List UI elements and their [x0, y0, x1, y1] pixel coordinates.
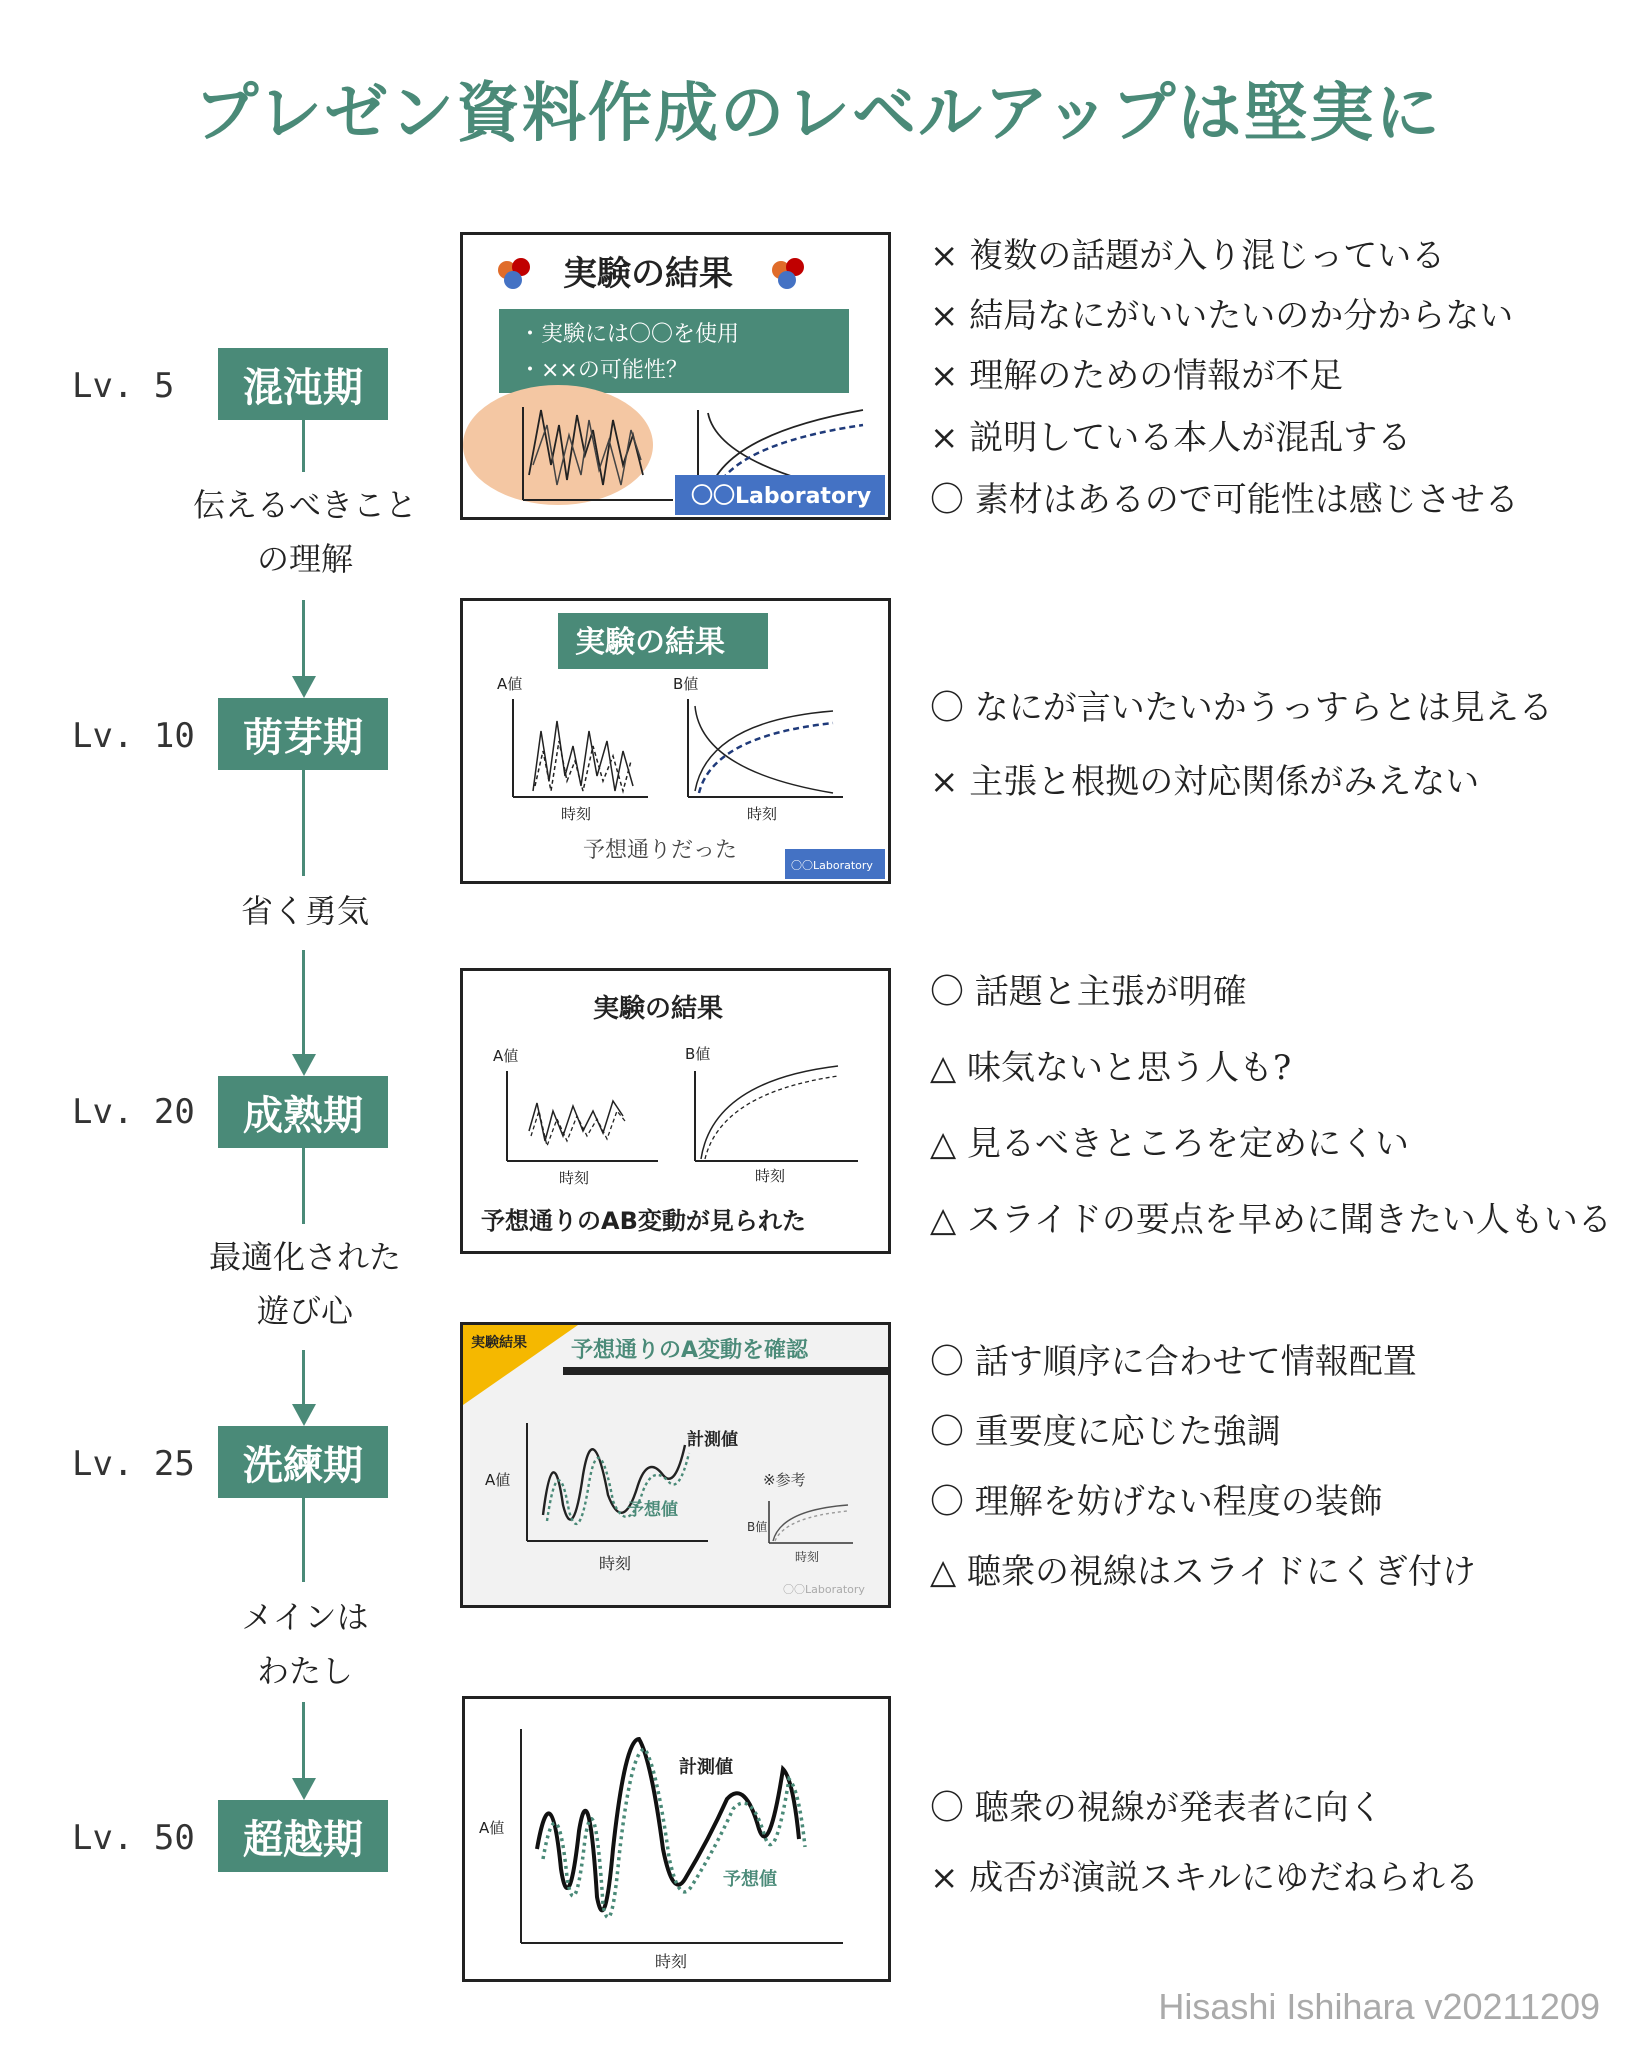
lab-label: 〇〇Laboratory	[791, 859, 873, 872]
stage-box-refined: 洗練期	[218, 1426, 388, 1498]
slide-sprout	[460, 598, 891, 884]
a-axis-label: A値	[497, 675, 523, 693]
transition-text-4: メインは わたし	[241, 1598, 369, 1690]
lab-label: 〇〇Laboratory	[691, 484, 872, 509]
slide-title: 実験の結果	[575, 625, 725, 660]
x-axis-label: 時刻	[559, 1169, 590, 1187]
curve-dashed	[775, 1511, 848, 1541]
note-item: △ 聴衆の視線はスライドにくぎ付け	[930, 1552, 1476, 1592]
slide-chaos-graphic	[463, 235, 888, 517]
note-item: 〇 なにが言いたいかうっすらとは見える	[930, 688, 1553, 728]
curve-line	[695, 706, 833, 793]
x-axis-label: 時刻	[561, 805, 592, 823]
predicted-dotted	[543, 1749, 805, 1918]
author-credit: Hisashi Ishihara v20211209	[1158, 1986, 1600, 2027]
note-item: 〇 話題と主張が明確	[930, 972, 1247, 1012]
note-item: 〇 理解を妨げない程度の装飾	[930, 1482, 1383, 1522]
arrow-down-icon	[292, 1778, 316, 1800]
note-item: 〇 素材はあるので可能性は感じさせる	[930, 480, 1519, 520]
connector-line	[302, 1350, 305, 1404]
note-item: 〇 重要度に応じた強調	[930, 1412, 1281, 1452]
note-item: 〇 聴衆の視線が発表者に向く	[930, 1788, 1383, 1828]
curve-dashed	[705, 1076, 838, 1159]
stage-box-mature: 成熟期	[218, 1076, 388, 1148]
a-axis-label: A値	[485, 1471, 511, 1489]
x-axis-label: 時刻	[599, 1554, 632, 1573]
note-item: 〇 話す順序に合わせて情報配置	[930, 1342, 1417, 1382]
arrow-down-icon	[292, 1404, 316, 1426]
transition-text-3: 最適化された 遊び心	[208, 1238, 401, 1330]
circle-decoration	[778, 271, 796, 289]
bullet-2: ・××の可能性？	[519, 358, 688, 383]
slide-title: 予想通りのA変動を確認	[571, 1338, 809, 1363]
lab-label: 〇〇Laboratory	[783, 1583, 865, 1596]
arrow-down-icon	[292, 1054, 316, 1076]
predicted-label: 予想値	[723, 1869, 777, 1890]
page-title: プレゼン資料作成のレベルアップは堅実に	[194, 77, 1442, 151]
connector-line	[302, 770, 305, 876]
a-axis-label: A値	[479, 1819, 505, 1837]
stage-box-transcend: 超越期	[218, 1800, 388, 1872]
measured-label: 計測値	[679, 1757, 733, 1778]
note-item: × 主張と根拠の対応関係がみえない	[930, 762, 1480, 802]
note-item: △ 見るべきところを定めにくい	[930, 1124, 1409, 1164]
transition-text-2: 省く勇気	[240, 892, 369, 930]
connector-line	[302, 420, 305, 472]
note-item: × 複数の話題が入り混じっている	[930, 236, 1446, 276]
stage-box-sprout: 萌芽期	[218, 698, 388, 770]
level-label-20: Lv. 20	[72, 1092, 195, 1132]
corner-tag-label: 実験結果	[471, 1335, 527, 1351]
note-item: × 結局なにがいいたいのか分からない	[930, 296, 1514, 336]
note-item: △ 味気ないと思う人も?	[930, 1048, 1292, 1088]
slide-title: 実験の結果	[593, 994, 724, 1024]
curve-line	[701, 1066, 838, 1159]
connector-line	[302, 950, 305, 1054]
transition-text-1: 伝えるべきこと の理解	[192, 486, 417, 578]
connector-line	[302, 600, 305, 676]
b-axis-label: B値	[685, 1045, 711, 1063]
slide-transcend	[462, 1696, 891, 1982]
slide-title: 実験の結果	[563, 254, 733, 294]
connector-line	[302, 1498, 305, 1582]
level-label-10: Lv. 10	[72, 716, 195, 756]
x-axis-label: 時刻	[747, 805, 778, 823]
slide-mature	[460, 968, 891, 1254]
stage-box-chaos: 混沌期	[218, 348, 388, 420]
curve-line	[773, 1505, 848, 1541]
x-axis-label: 時刻	[755, 1167, 786, 1185]
level-label-25: Lv. 25	[72, 1444, 195, 1484]
x-axis-label: 時刻	[655, 1952, 688, 1971]
slide-caption: 予想通りのAB変動が見られた	[481, 1207, 806, 1235]
note-item: × 理解のための情報が不足	[930, 356, 1344, 396]
x-axis-label: 時刻	[795, 1550, 820, 1564]
curve-line	[695, 711, 833, 791]
connector-line	[302, 1702, 305, 1778]
measured-label: 計測値	[687, 1430, 738, 1450]
title-underline	[563, 1367, 888, 1375]
a-axis-label: A値	[493, 1047, 519, 1065]
note-item: △ スライドの要点を早めに聞きたい人もいる	[930, 1200, 1612, 1240]
slide-chaos	[460, 232, 891, 520]
b-axis-label: B値	[747, 1520, 768, 1534]
arrow-down-icon	[292, 676, 316, 698]
curve-dashed	[699, 723, 833, 793]
bullet-1: ・実験には〇〇を使用	[519, 322, 740, 347]
level-label-50: Lv. 50	[72, 1818, 195, 1858]
level-label-5: Lv. 5	[72, 366, 175, 406]
note-item: × 説明している本人が混乱する	[930, 418, 1412, 458]
slide-refined	[460, 1322, 891, 1608]
slide-caption: 予想通りだった	[583, 838, 738, 863]
note-item: × 成否が演説スキルにゆだねられる	[930, 1858, 1479, 1898]
reference-label: ※参考	[763, 1471, 806, 1489]
predicted-label: 予想値	[627, 1500, 678, 1520]
noisy-line	[533, 721, 633, 791]
highlight-ellipse	[463, 385, 653, 505]
b-axis-label: B値	[673, 675, 699, 693]
circle-decoration	[504, 271, 522, 289]
connector-line	[302, 1148, 305, 1224]
